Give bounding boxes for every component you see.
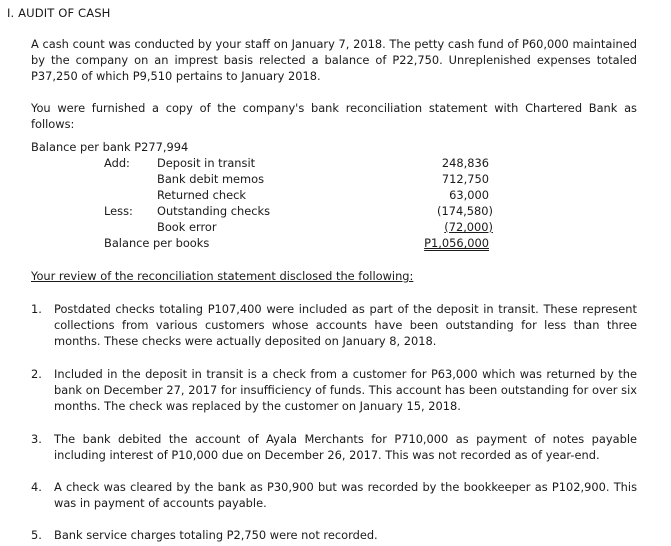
cash-count-paragraph: A cash count was conducted by your staff on January 7, 2018. The petty cash fund of P60,000 maintained by the company on an imprest basis relected a balance of P22,750. Unreplenished expenses totaled P37,250 of which P9,510 pertains to January 2018.	[31, 37, 637, 83]
book-error-amount: (72,000)	[444, 220, 493, 234]
book-error-label: Book error	[157, 220, 217, 234]
list-item-number: 4.	[31, 480, 42, 494]
deposit-in-transit-amount: 248,836	[441, 156, 489, 170]
list-item-text: Bank service charges totaling P2,750 were not recorded.	[54, 528, 378, 542]
list-item-text: Included in the deposit in transit is a check from a customer for P63,000 which was returned by the bank on December 27, 2017 for insufficiency of funds. This account has been outstanding for over six months. The check was replaced by the customer on January 15, 2018.	[54, 367, 637, 413]
review-heading: Your review of the reconciliation statement disclosed the following:	[31, 269, 414, 283]
list-item-number: 2.	[31, 367, 42, 381]
list-item-number: 1.	[31, 302, 42, 316]
bank-debit-memos-label: Bank debit memos	[157, 172, 265, 186]
returned-check-label: Returned check	[157, 188, 247, 202]
balance-per-books-amount: P1,056,000	[424, 236, 489, 250]
outstanding-checks-label: Outstanding checks	[157, 204, 270, 218]
list-item-text: Postdated checks totaling P107,400 were included as part of the deposit in transit. These represent collections from various customers whose accounts have been outstanding for less than three months. These checks were actually deposited on January 8, 2018.	[54, 302, 637, 348]
deposit-in-transit-label: Deposit in transit	[157, 156, 256, 170]
list-item-number: 3.	[31, 432, 42, 446]
outstanding-checks-amount: (174,580)	[437, 204, 493, 218]
less-label: Less:	[104, 204, 133, 218]
bank-reconciliation-statement	[0, 139, 671, 259]
list-item-number: 5.	[31, 528, 42, 542]
bank-reconciliation-intro: You were furnished a copy of the company's bank reconciliation statement with Chartered Bank as follows:	[31, 101, 637, 131]
list-item-text: The bank debited the account of Ayala Merchants for P710,000 as payment of notes payable including interest of P10,000 due on December 26, 2017. This was not recorded as of year-end.	[54, 432, 637, 462]
balance-per-books-label: Balance per books	[104, 236, 210, 250]
returned-check-amount: 63,000	[449, 188, 489, 202]
section-heading: I. AUDIT OF CASH	[7, 6, 111, 20]
balance-per-bank: Balance per bank P277,994	[31, 140, 189, 154]
bank-debit-memos-amount: 712,750	[441, 172, 489, 186]
add-label: Add:	[104, 156, 130, 170]
list-item-text: A check was cleared by the bank as P30,900 but was recorded by the bookkeeper as P102,900. This was in payment of accounts payable.	[54, 480, 637, 510]
